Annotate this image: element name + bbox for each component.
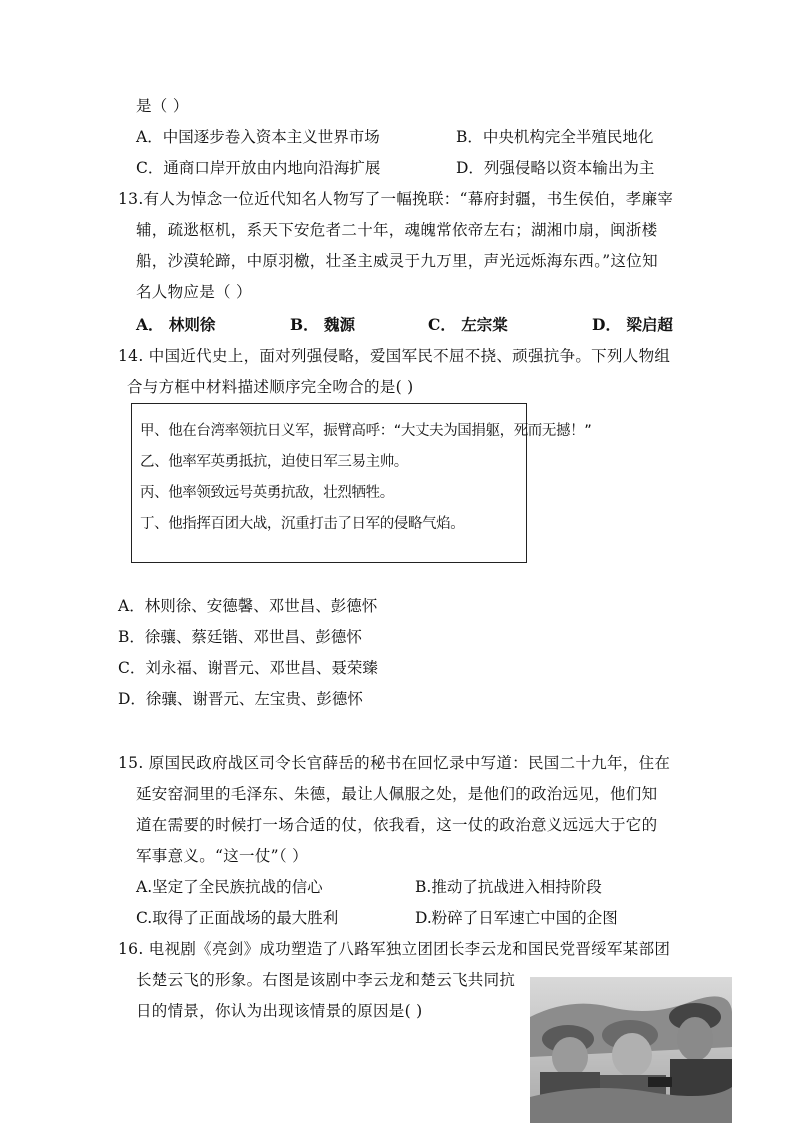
q15-stem-line-4: 军事意义。“这一仗”（ ） xyxy=(136,847,308,865)
q12-option-c[interactable]: C．通商口岸开放由内地向沿海扩展 xyxy=(136,159,381,177)
q14-option-b[interactable]: B．徐骧、蔡廷锴、邓世昌、彭德怀 xyxy=(118,628,362,646)
q14-stem-line-1: 14. 中国近代史上，面对列强侵略，爱国军民不屈不挠、顽强抗争。下列人物组 xyxy=(118,347,671,365)
q13-option-c[interactable]: C． 左宗棠 xyxy=(428,315,508,334)
q13-option-d[interactable]: D． 梁启超 xyxy=(592,315,673,334)
q15-stem-line-3: 道在需要的时候打一场合适的仗，依我看，这一仗的政治意义远远大于它的 xyxy=(136,816,658,834)
q14-option-c[interactable]: C．刘永福、谢晋元、邓世昌、聂荣臻 xyxy=(118,659,378,677)
q13-stem-line-2: 辅，疏逖枢机，系天下安危者二十年，魂魄常依帝左右；湖湘巾扇，闽浙楼 xyxy=(136,221,658,239)
drama-still-photo xyxy=(530,977,732,1123)
q12-option-b[interactable]: B．中央机构完全半殖民地化 xyxy=(456,128,654,146)
q13-option-a[interactable]: A． 林则徐 xyxy=(136,315,216,334)
q15-stem-line-1: 15. 原国民政府战区司令长官薛岳的秘书在回忆录中写道：民国二十九年，住在 xyxy=(118,754,671,772)
material-line-jia: 甲、他在台湾率领抗日义军，振臂高呼：“大丈夫为国捐躯，死而无撼！” xyxy=(140,423,592,439)
material-line-bing: 丙、他率领致远号英勇抗敌，壮烈牺牲。 xyxy=(140,485,394,501)
q12-tail: 是（ ） xyxy=(136,97,189,115)
q14-stem-line-2: 合与方框中材料描述顺序完全吻合的是( ) xyxy=(127,378,414,396)
q12-option-d[interactable]: D．列强侵略以资本输出为主 xyxy=(456,159,655,177)
material-line-yi: 乙、他率军英勇抵抗，迫使日军三易主帅。 xyxy=(140,454,408,470)
q15-stem-line-2: 延安窑洞里的毛泽东、朱德，最让人佩服之处，是他们的政治远见，他们知 xyxy=(136,785,658,803)
q14-material-box xyxy=(131,403,592,563)
q16-stem-line-2: 长楚云飞的形象。右图是该剧中李云龙和楚云飞共同抗 xyxy=(136,971,516,989)
q16-stem-line-1: 16. 电视剧《亮剑》成功塑造了八路军独立团团长李云龙和国民党晋绥军某部团 xyxy=(118,940,671,958)
material-line-ding: 丁、他指挥百团大战，沉重打击了日军的侵略气焰。 xyxy=(140,516,465,532)
q16-stem-line-3: 日的情景，你认为出现该情景的原因是( ) xyxy=(136,1002,423,1020)
q13-stem-line-4: 名人物应是（ ） xyxy=(136,283,252,301)
q15-option-c[interactable]: C.取得了正面战场的最大胜利 xyxy=(136,909,339,927)
q13-stem-line-1: 13.有人为悼念一位近代知名人物写了一幅挽联：“幕府封疆，书生侯伯，孝廉宰 xyxy=(118,190,674,208)
q13-option-b[interactable]: B． 魏源 xyxy=(290,315,355,334)
q15-option-d[interactable]: D.粉碎了日军速亡中国的企图 xyxy=(415,909,618,927)
q14-option-d[interactable]: D．徐骧、谢晋元、左宝贵、彭德怀 xyxy=(118,690,363,708)
q15-option-b[interactable]: B.推动了抗战进入相持阶段 xyxy=(415,878,602,896)
q15-option-a[interactable]: A.坚定了全民族抗战的信心 xyxy=(136,878,323,896)
q13-stem-line-3: 船，沙漠轮蹄，中原羽檄，壮圣主威灵于九万里，声光远烁海东西。”这位知 xyxy=(136,252,658,270)
q12-option-a[interactable]: A．中国逐步卷入资本主义世界市场 xyxy=(136,128,380,146)
q14-option-a[interactable]: A．林则徐、安德馨、邓世昌、彭德怀 xyxy=(118,597,378,615)
